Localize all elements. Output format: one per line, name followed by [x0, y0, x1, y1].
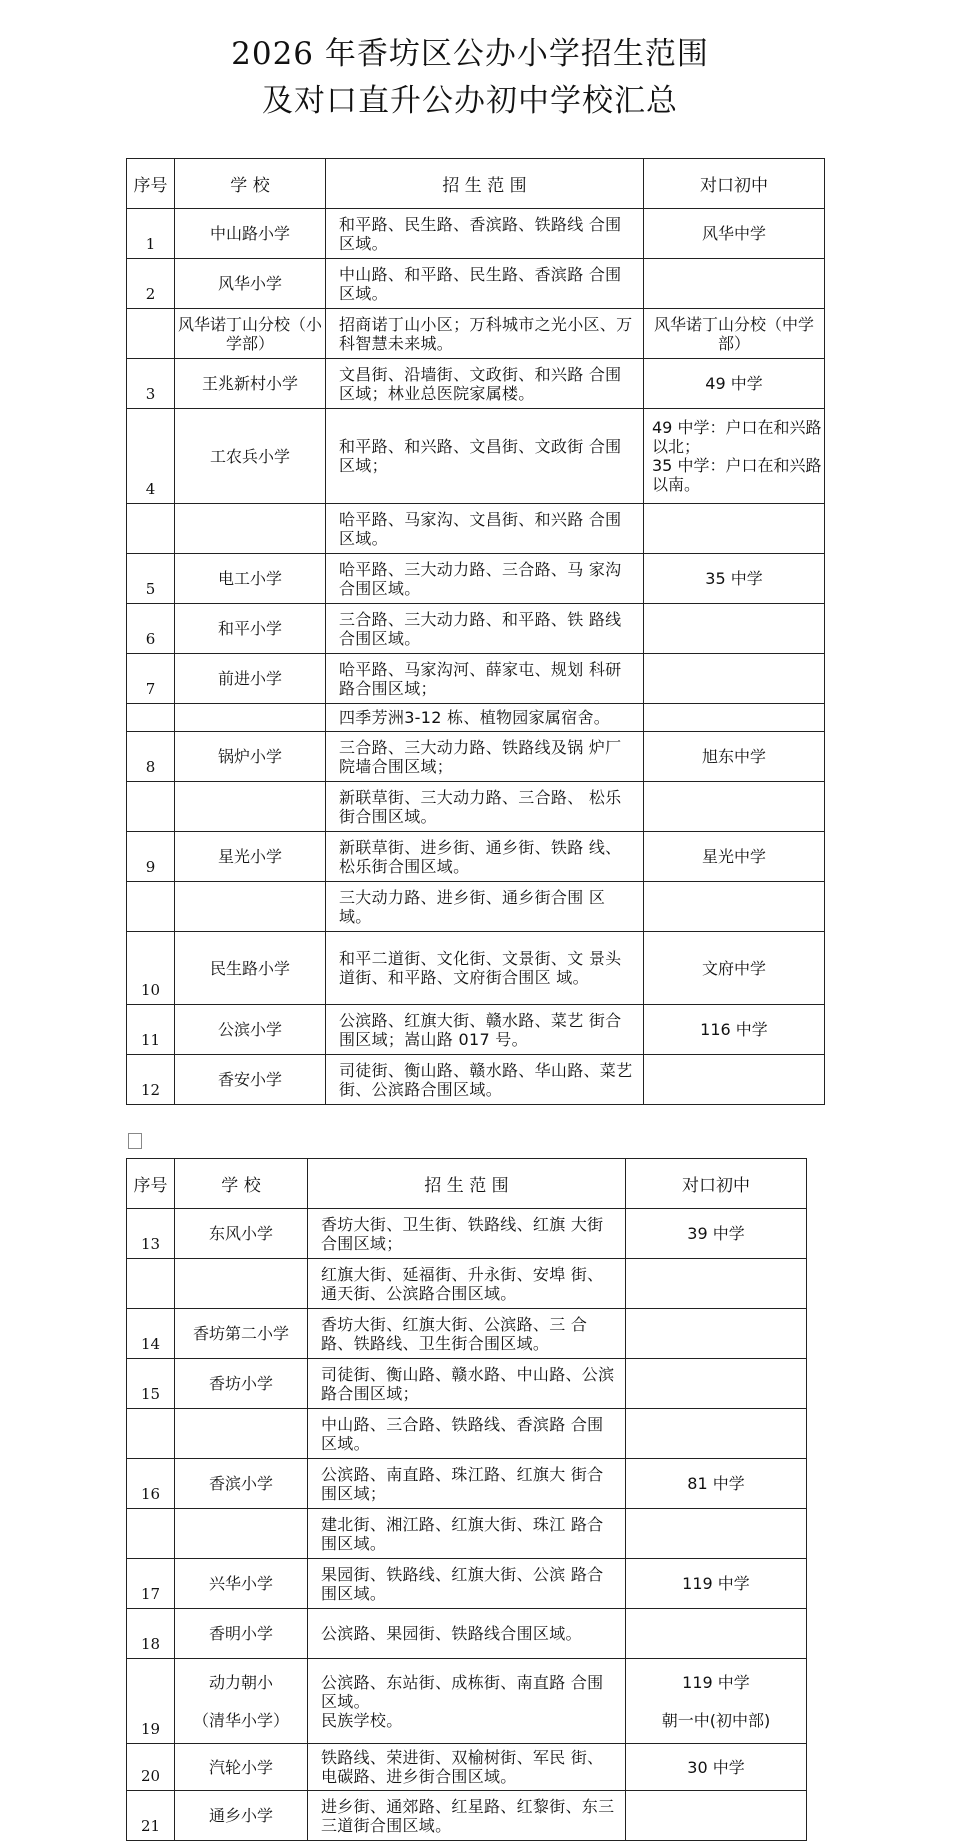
matched-middle-school [644, 1055, 825, 1105]
matched-middle-school [644, 782, 825, 832]
table-row [127, 1744, 807, 1791]
school-name [175, 882, 326, 932]
enrollment-range: 铁路线、荣进街、双榆树街、军民 街、电碳路、进乡街合围区域。 [308, 1744, 626, 1791]
table-row [127, 932, 825, 1005]
table-row [127, 1209, 807, 1259]
matched-middle-school [626, 1309, 807, 1359]
enrollment-range: 新联草街、进乡街、通乡街、铁路 线、松乐街合围区域。 [326, 832, 644, 882]
matched-middle-school: 风华诺丁山分校（中学部） [644, 309, 825, 359]
school-name [175, 704, 326, 732]
enrollment-range: 公滨路、红旗大街、赣水路、菜艺 街合围区域；嵩山路 017 号。 [326, 1005, 644, 1055]
enrollment-range: 四季芳洲3-12 栋、植物园家属宿舍。 [326, 704, 644, 732]
matched-middle-school [626, 1409, 807, 1459]
enrollment-range: 果园街、铁路线、红旗大街、公滨 路合围区域。 [308, 1559, 626, 1609]
school-name [175, 1259, 308, 1309]
table-row [127, 1259, 807, 1309]
table-header-row [127, 1159, 807, 1209]
enrollment-range: 中山路、三合路、铁路线、香滨路 合围区域。 [308, 1409, 626, 1459]
matched-middle-school [644, 604, 825, 654]
table-row [127, 1005, 825, 1055]
enrollment-range: 中山路、和平路、民生路、香滨路 合围区域。 [326, 259, 644, 309]
header-school: 学 校 [175, 1159, 308, 1209]
school-name: 香滨小学 [175, 1459, 308, 1509]
table-row [127, 1459, 807, 1509]
enrollment-range: 新联草街、三大动力路、三合路、 松乐街合围区域。 [326, 782, 644, 832]
matched-middle-school [644, 882, 825, 932]
school-name: 汽轮小学 [175, 1744, 308, 1791]
enrollment-range: 公滨路、南直路、珠江路、红旗大 街合围区域； [308, 1459, 626, 1509]
row-number: 20 [127, 1744, 175, 1791]
matched-middle-school [626, 1359, 807, 1409]
table-row [127, 1609, 807, 1659]
matched-middle-school: 30 中学 [626, 1744, 807, 1791]
enrollment-range: 进乡街、通郊路、红星路、红黎街、东三三道街合围区域。 [308, 1791, 626, 1841]
row-number: 6 [127, 604, 175, 654]
enrollment-range: 红旗大街、延福街、升永街、安埠 街、通天街、公滨路合围区域。 [308, 1259, 626, 1309]
table-row [127, 359, 825, 409]
row-number: 10 [127, 932, 175, 1005]
school-name [175, 504, 326, 554]
school-name: 香明小学 [175, 1609, 308, 1659]
header-range: 招 生 范 围 [308, 1159, 626, 1209]
table-row [127, 209, 825, 259]
enrollment-range: 哈平路、三大动力路、三合路、马 家沟合围区域。 [326, 554, 644, 604]
table-row [127, 309, 825, 359]
row-number: 9 [127, 832, 175, 882]
row-number: 17 [127, 1559, 175, 1609]
row-number [127, 1509, 175, 1559]
row-number: 18 [127, 1609, 175, 1659]
enrollment-table-2 [126, 1158, 807, 1841]
school-name [175, 1409, 308, 1459]
row-number: 16 [127, 1459, 175, 1509]
matched-middle-school [644, 704, 825, 732]
matched-middle-school [644, 504, 825, 554]
row-number: 21 [127, 1791, 175, 1841]
matched-middle-school: 119 中学 朝一中(初中部) [626, 1659, 807, 1744]
table-row [127, 1309, 807, 1359]
matched-middle-school [626, 1609, 807, 1659]
school-name: 星光小学 [175, 832, 326, 882]
school-name: 民生路小学 [175, 932, 326, 1005]
matched-middle-school: 81 中学 [626, 1459, 807, 1509]
row-number [127, 782, 175, 832]
school-name: 风华小学 [175, 259, 326, 309]
row-number: 7 [127, 654, 175, 704]
matched-middle-school: 旭东中学 [644, 732, 825, 782]
row-number [127, 1409, 175, 1459]
school-name: 东风小学 [175, 1209, 308, 1259]
matched-middle-school [626, 1509, 807, 1559]
page-break-marker [128, 1133, 142, 1149]
document-title-line2: 及对口直升公办初中学校汇总 [262, 83, 678, 119]
row-number: 19 [127, 1659, 175, 1744]
school-name: 香坊小学 [175, 1359, 308, 1409]
matched-middle-school: 116 中学 [644, 1005, 825, 1055]
row-number: 3 [127, 359, 175, 409]
enrollment-range: 文昌街、沿墙街、文政街、和兴路 合围区域；林业总医院家属楼。 [326, 359, 644, 409]
row-number: 5 [127, 554, 175, 604]
row-number: 4 [127, 409, 175, 504]
enrollment-range: 司徒街、衡山路、赣水路、华山路、菜艺街、公滨路合围区域。 [326, 1055, 644, 1105]
school-name: 前进小学 [175, 654, 326, 704]
school-name: 锅炉小学 [175, 732, 326, 782]
table-row [127, 704, 825, 732]
table-row [127, 259, 825, 309]
row-number [127, 882, 175, 932]
matched-middle-school: 49 中学 [644, 359, 825, 409]
header-no: 序号 [127, 1159, 175, 1209]
row-number: 14 [127, 1309, 175, 1359]
matched-middle-school: 星光中学 [644, 832, 825, 882]
enrollment-range: 公滨路、东站街、成栋街、南直路 合围区域。 民族学校。 [308, 1659, 626, 1744]
table-row [127, 782, 825, 832]
table-row [127, 1659, 807, 1744]
table-row [127, 1559, 807, 1609]
table-row [127, 409, 825, 504]
table-row [127, 732, 825, 782]
table-row [127, 554, 825, 604]
row-number [127, 1259, 175, 1309]
school-name: 和平小学 [175, 604, 326, 654]
row-number [127, 704, 175, 732]
table-row [127, 1509, 807, 1559]
header-range: 招 生 范 围 [326, 159, 644, 209]
matched-middle-school: 35 中学 [644, 554, 825, 604]
enrollment-range: 建北街、湘江路、红旗大街、珠江 路合围区域。 [308, 1509, 626, 1559]
row-number: 11 [127, 1005, 175, 1055]
school-name: 兴华小学 [175, 1559, 308, 1609]
enrollment-range: 三合路、三大动力路、铁路线及锅 炉厂院墙合围区域； [326, 732, 644, 782]
enrollment-range: 和平路、和兴路、文昌街、文政街 合围区域； [326, 409, 644, 504]
table-row [127, 654, 825, 704]
school-name: 风华诺丁山分校（小学部） [175, 309, 326, 359]
table-row [127, 504, 825, 554]
matched-middle-school: 39 中学 [626, 1209, 807, 1259]
matched-middle-school [644, 259, 825, 309]
enrollment-range: 哈平路、马家沟、文昌街、和兴路 合围区域。 [326, 504, 644, 554]
school-name: 电工小学 [175, 554, 326, 604]
enrollment-table-1 [126, 158, 825, 1105]
enrollment-range: 和平路、民生路、香滨路、铁路线 合围区域。 [326, 209, 644, 259]
enrollment-range: 招商诺丁山小区；万科城市之光小区、万科智慧未来城。 [326, 309, 644, 359]
matched-middle-school [626, 1791, 807, 1841]
header-middle: 对口初中 [644, 159, 825, 209]
row-number: 2 [127, 259, 175, 309]
row-number: 12 [127, 1055, 175, 1105]
row-number [127, 504, 175, 554]
school-name [175, 1509, 308, 1559]
row-number [127, 309, 175, 359]
table-header-row [127, 159, 825, 209]
table-row [127, 882, 825, 932]
enrollment-range: 司徒街、衡山路、赣水路、中山路、公滨路合围区域； [308, 1359, 626, 1409]
table-row [127, 1791, 807, 1841]
row-number: 15 [127, 1359, 175, 1409]
enrollment-range: 公滨路、果园街、铁路线合围区域。 [308, 1609, 626, 1659]
table-row [127, 1055, 825, 1105]
matched-middle-school: 119 中学 [626, 1559, 807, 1609]
table-row [127, 1409, 807, 1459]
school-name: 香坊第二小学 [175, 1309, 308, 1359]
matched-middle-school: 文府中学 [644, 932, 825, 1005]
matched-middle-school: 风华中学 [644, 209, 825, 259]
row-number: 13 [127, 1209, 175, 1259]
enrollment-range: 香坊大街、红旗大街、公滨路、三 合路、铁路线、卫生街合围区域。 [308, 1309, 626, 1359]
enrollment-range: 三合路、三大动力路、和平路、铁 路线合围区域。 [326, 604, 644, 654]
table-row [127, 832, 825, 882]
school-name: 香安小学 [175, 1055, 326, 1105]
row-number: 8 [127, 732, 175, 782]
school-name [175, 782, 326, 832]
school-name: 王兆新村小学 [175, 359, 326, 409]
header-middle: 对口初中 [626, 1159, 807, 1209]
matched-middle-school: 49 中学：户口在和兴路以北； 35 中学：户口在和兴路以南。 [644, 409, 825, 504]
table-row [127, 604, 825, 654]
enrollment-range: 和平二道街、文化街、文景街、文 景头道街、和平路、文府街合围区 域。 [326, 932, 644, 1005]
enrollment-range: 哈平路、马家沟河、薛家屯、规划 科研路合围区域； [326, 654, 644, 704]
school-name: 通乡小学 [175, 1791, 308, 1841]
row-number: 1 [127, 209, 175, 259]
school-name: 工农兵小学 [175, 409, 326, 504]
school-name: 动力朝小 （清华小学） [175, 1659, 308, 1744]
enrollment-range: 香坊大街、卫生街、铁路线、红旗 大街合围区域； [308, 1209, 626, 1259]
matched-middle-school [626, 1259, 807, 1309]
school-name: 公滨小学 [175, 1005, 326, 1055]
header-no: 序号 [127, 159, 175, 209]
matched-middle-school [644, 654, 825, 704]
enrollment-range: 三大动力路、进乡街、通乡街合围 区域。 [326, 882, 644, 932]
header-school: 学 校 [175, 159, 326, 209]
document-title-line1: 2026 年香坊区公办小学招生范围 [231, 36, 709, 72]
table-row [127, 1359, 807, 1409]
school-name: 中山路小学 [175, 209, 326, 259]
